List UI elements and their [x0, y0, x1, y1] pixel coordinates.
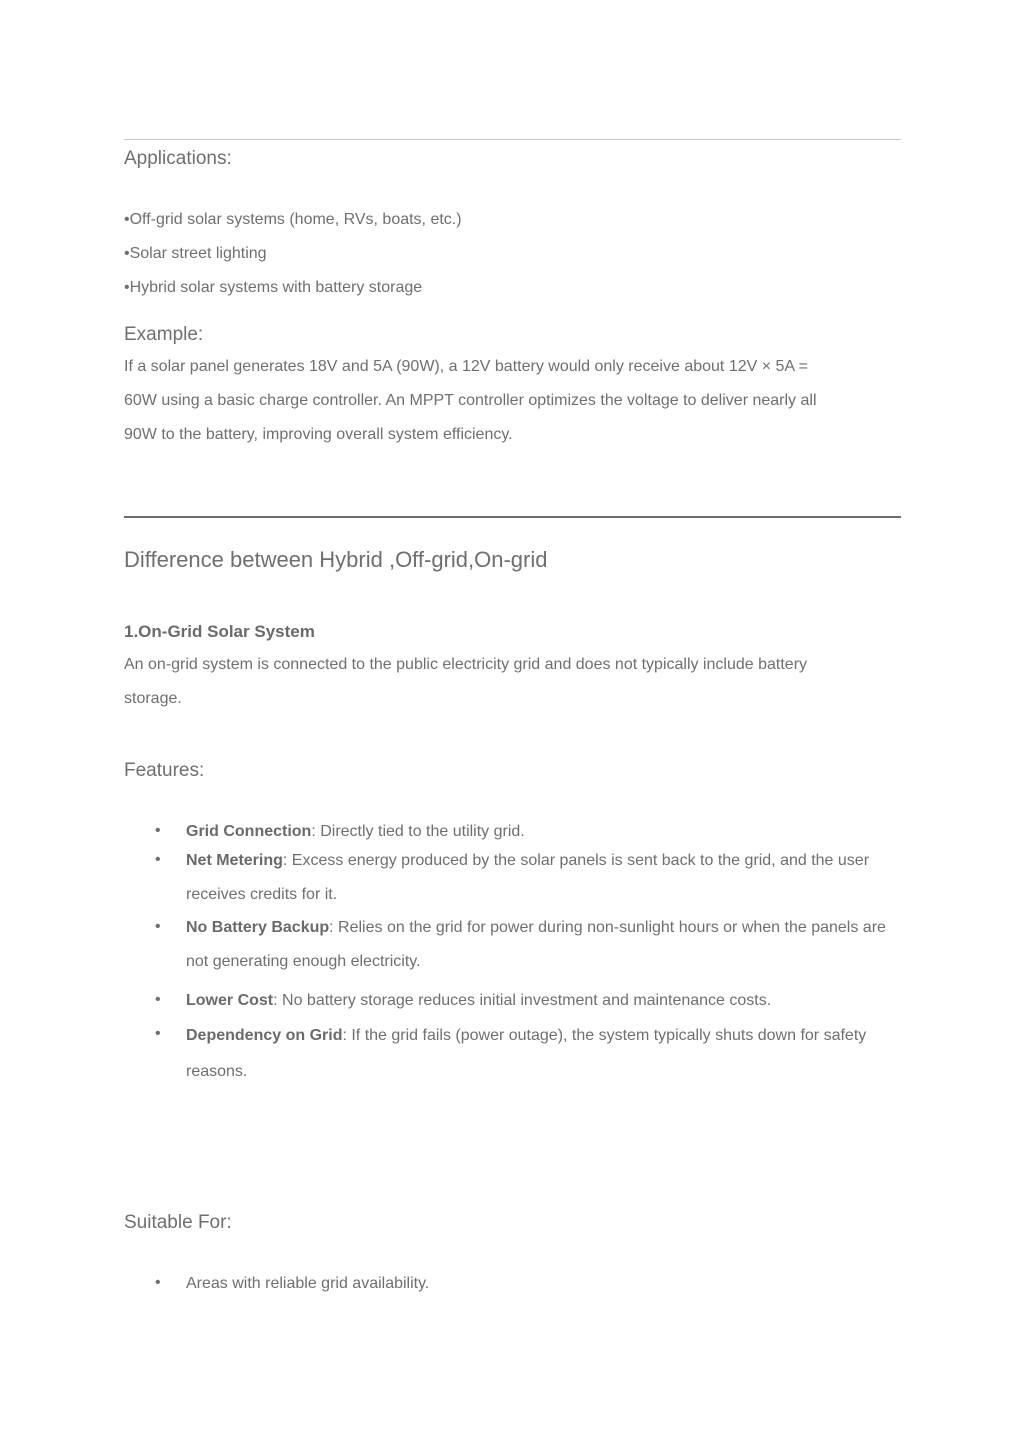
feature-term: Dependency on Grid — [186, 1027, 343, 1044]
applications-item: •Solar street lighting — [124, 245, 267, 262]
bullet-icon: • — [155, 1274, 161, 1291]
feature-text: : Relies on the grid for power during non-sunlight hours or when the panels are not generating enough electricity. — [186, 919, 886, 970]
section-divider — [124, 516, 901, 518]
feature-term: No Battery Backup — [186, 919, 330, 936]
suitable-for-heading: Suitable For: — [124, 1212, 232, 1233]
top-divider — [124, 139, 901, 140]
feature-text: : No battery storage reduces initial investment and maintenance costs. — [273, 992, 772, 1009]
bullet-icon: • — [155, 918, 161, 935]
example-line: 60W using a basic charge controller. An MPPT controller optimizes the voltage to deliver nearly all — [124, 392, 817, 409]
example-line: 90W to the battery, improving overall system efficiency. — [124, 426, 513, 443]
feature-item — [186, 984, 901, 1018]
bullet-icon: • — [155, 851, 161, 868]
feature-text: : Directly tied to the utility grid. — [311, 823, 525, 840]
feature-term: Grid Connection — [186, 823, 312, 840]
on-grid-title: 1.On-Grid Solar System — [124, 622, 315, 641]
applications-item: •Off-grid solar systems (home, RVs, boats, etc.) — [124, 211, 462, 228]
feature-item — [186, 1018, 901, 1090]
feature-item — [186, 844, 901, 912]
features-heading: Features: — [124, 760, 205, 781]
applications-item: •Hybrid solar systems with battery storage — [124, 279, 423, 296]
bullet-icon: • — [155, 822, 161, 839]
difference-title: Difference between Hybrid ,Off-grid,On-grid — [124, 547, 548, 572]
bullet-icon: • — [155, 991, 161, 1008]
applications-heading: Applications: — [124, 148, 232, 169]
on-grid-description-line: An on-grid system is connected to the public electricity grid and does not typically include battery — [124, 656, 808, 673]
example-heading: Example: — [124, 324, 204, 345]
feature-text: : Excess energy produced by the solar panels is sent back to the grid, and the user receives credits for it. — [186, 852, 870, 903]
feature-term: Lower Cost — [186, 992, 274, 1009]
example-line: If a solar panel generates 18V and 5A (90W), a 12V battery would only receive about 12V × 5A = — [124, 358, 808, 375]
on-grid-description-line: storage. — [124, 690, 182, 707]
feature-text: : If the grid fails (power outage), the system typically shuts down for safety reasons. — [186, 1027, 867, 1080]
bullet-icon: • — [155, 1025, 161, 1042]
feature-term: Net Metering — [186, 852, 283, 869]
suitable-for-item: Areas with reliable grid availability. — [186, 1275, 430, 1292]
feature-item — [186, 911, 901, 979]
